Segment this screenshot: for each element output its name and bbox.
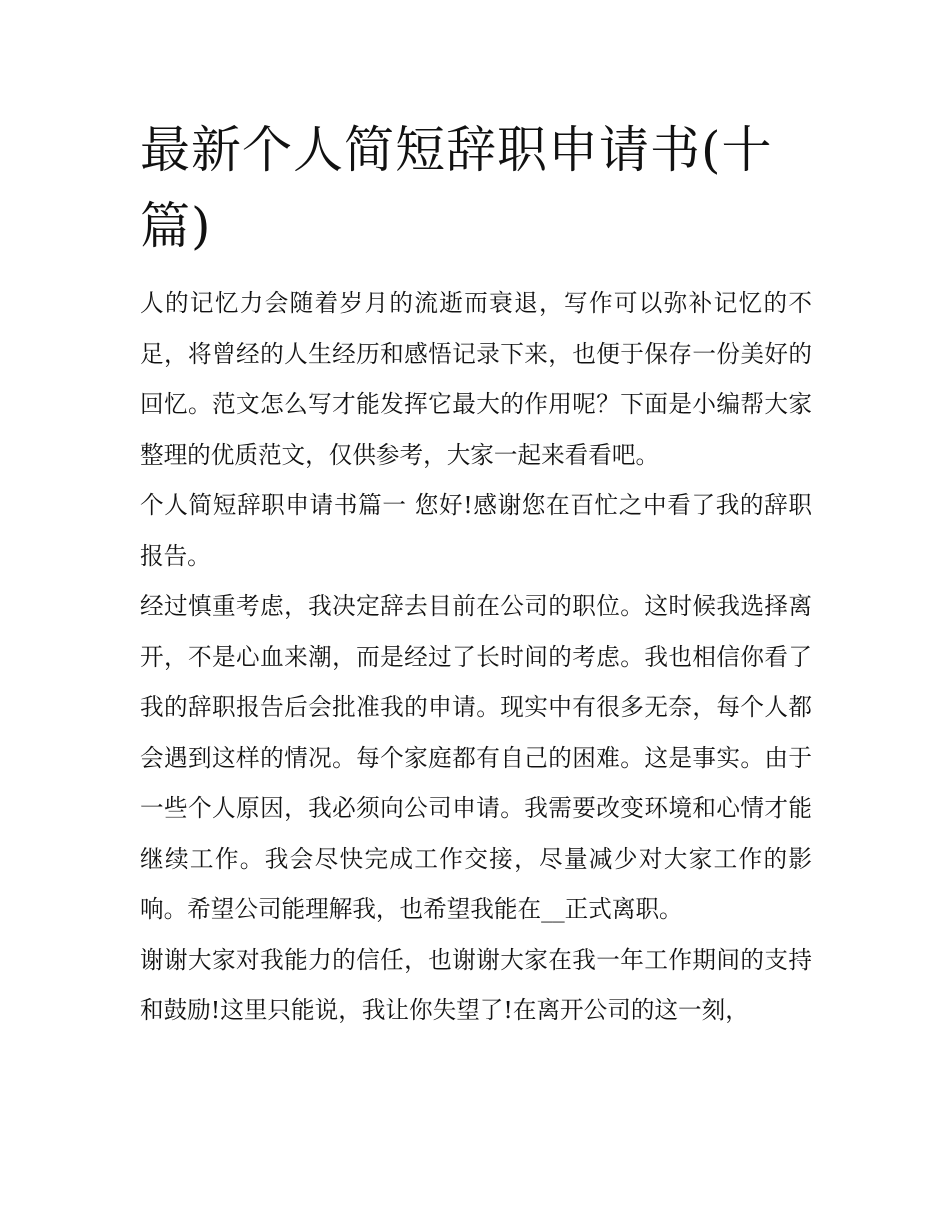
paragraph-greeting: 个人简短辞职申请书篇一 您好!感谢您在百忙之中看了我的辞职报告。 bbox=[140, 491, 812, 570]
paragraph-thanks: 谢谢大家对我能力的信任，也谢谢大家在我一年工作期间的支持和鼓励!这里只能说，我让你失望了!在离开公司的这一刻， bbox=[140, 945, 812, 1024]
document-page bbox=[140, 112, 812, 1036]
paragraph-reason: 经过慎重考虑，我决定辞去目前在公司的职位。这时候我选择离开，不是心血来潮，而是经过了长时间的考虑。我也相信你看了我的辞职报告后会批准我的申请。现实中有很多无奈，每个人都会遇到这样的情况。每个家庭都有自己的困难。这是事实。由于一些个人原因，我必须向公司申请。我需要改变环境和心情才能继续工作。我会尽快完成工作交接，尽量减少对大家工作的影响。希望公司能理解我，也希望我能在__正式离职。 bbox=[140, 592, 812, 923]
document-title: 最新个人简短辞职申请书(十篇) bbox=[140, 121, 773, 255]
paragraph-intro: 人的记忆力会随着岁月的流逝而衰退，写作可以弥补记忆的不足，将曾经的人生经历和感悟记录下来，也便于保存一份美好的回忆。范文怎么写才能发挥它最大的作用呢？下面是小编帮大家整理的优质范文，仅供参考，大家一起来看看吧。 bbox=[140, 289, 812, 469]
